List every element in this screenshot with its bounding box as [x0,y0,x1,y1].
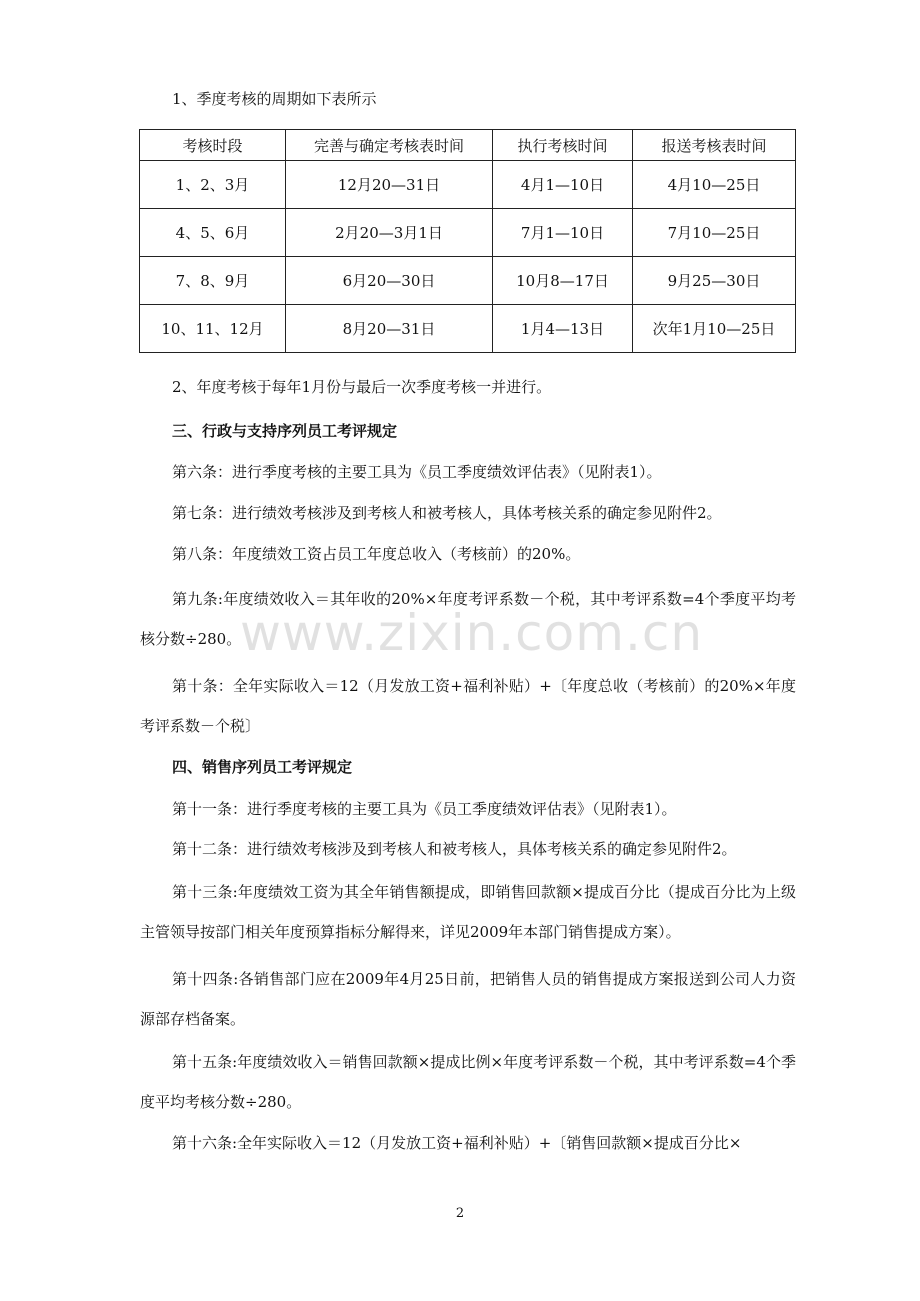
table-row [140,209,796,257]
article-13: 第十三条:年度绩效工资为其全年销售额提成，即销售回款额×提成百分比（提成百分比为上级主管领导按部门相关年度预算指标分解得来，详见2009年本部门销售提成方案）。 [140,883,796,941]
table-cell: 12月20—31日 [286,161,493,209]
table-cell: 7月10—25日 [633,209,796,257]
table-cell: 4、5、6月 [140,209,286,257]
watermark: www.zixin.com.cn [240,604,704,662]
table-cell: 10月8—17日 [493,257,633,305]
schedule-intro: 1、季度考核的周期如下表所示 [172,90,377,108]
page-number: 2 [455,1206,465,1221]
table-header-row [140,130,796,161]
article-15: 第十五条:年度绩效收入＝销售回款额×提成比例×年度考评系数－个税，其中考评系数=4个季度平均考核分数÷280。 [140,1053,796,1111]
table-cell: 7月1—10日 [493,209,633,257]
table-cell: 4月1—10日 [493,161,633,209]
table-cell: 1、2、3月 [140,161,286,209]
table-cell: 6月20—30日 [286,257,493,305]
table-row [140,257,796,305]
table-cell: 2月20—3月1日 [286,209,493,257]
table-header: 报送考核表时间 [633,130,796,161]
section-heading-sales: 四、销售序列员工考评规定 [172,758,353,776]
article-14: 第十四条:各销售部门应在2009年4月25日前，把销售人员的销售提成方案报送到公司人力资源部存档备案。 [140,970,796,1028]
article-7: 第七条：进行绩效考核涉及到考核人和被考核人，具体考核关系的确定参见附件2。 [172,504,722,522]
table-cell: 次年1月10—25日 [633,305,796,353]
article-6: 第六条：进行季度考核的主要工具为《员工季度绩效评估表》（见附表1）。 [172,463,662,481]
table-cell: 8月20—31日 [286,305,493,353]
article-16: 第十六条:全年实际收入＝12（月发放工资+福利补贴）+〔销售回款额×提成百分比× [172,1134,742,1152]
table-cell: 4月10—25日 [633,161,796,209]
table-header: 完善与确定考核表时间 [286,130,493,161]
table-row [140,305,796,353]
article-8: 第八条：年度绩效工资占员工年度总收入（考核前）的20%。 [172,545,581,563]
article-12: 第十二条：进行绩效考核涉及到考核人和被考核人，具体考核关系的确定参见附件2。 [172,840,737,858]
table-cell: 9月25—30日 [633,257,796,305]
table-header: 执行考核时间 [493,130,633,161]
annual-review-line: 2、年度考核于每年1月份与最后一次季度考核一并进行。 [172,378,552,396]
table-cell: 7、8、9月 [140,257,286,305]
article-10: 第十条：全年实际收入＝12（月发放工资+福利补贴）+〔年度总收（考核前）的20%×年度考评系数－个税〕 [140,677,796,735]
article-11: 第十一条：进行季度考核的主要工具为《员工季度绩效评估表》（见附表1）。 [172,800,677,818]
table-cell: 10、11、12月 [140,305,286,353]
table-cell: 1月4—13日 [493,305,633,353]
table-row [140,161,796,209]
table-header: 考核时段 [140,130,286,161]
quarterly-schedule-table [139,129,796,353]
article-9: 第九条:年度绩效收入＝其年收的20%×年度考评系数－个税，其中考评系数=4个季度平均考核分数÷280。 [140,590,796,648]
section-heading-admin: 三、行政与支持序列员工考评规定 [172,422,398,440]
